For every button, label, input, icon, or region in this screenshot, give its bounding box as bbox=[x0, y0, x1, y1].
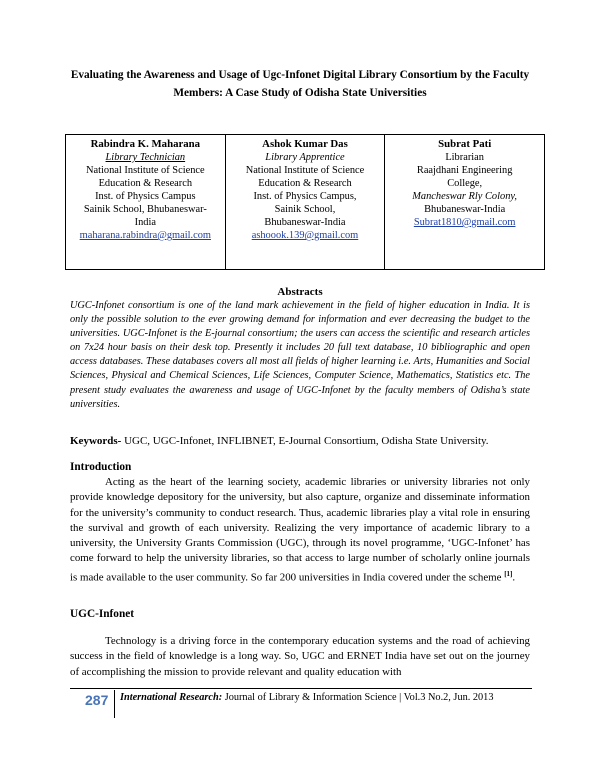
author-affiliation-line: Bhubaneswar-India bbox=[264, 217, 346, 228]
author-affiliation-line: Inst. of Physics Campus, bbox=[253, 191, 357, 202]
author-role: Library Technician bbox=[105, 152, 186, 163]
journal-details: Journal of Library & Information Science | Vol.3 No.2, Jun. 2013 bbox=[222, 692, 494, 703]
footer-divider bbox=[114, 690, 115, 718]
author-cell bbox=[385, 135, 545, 270]
author-affiliation-line: Sainik School, Bhubaneswar- bbox=[83, 204, 207, 215]
keywords-text: UGC, UGC-Infonet, INFLIBNET, E-Journal Consortium, Odisha State University. bbox=[121, 435, 489, 447]
author-name: Subrat Pati bbox=[438, 138, 492, 150]
author-email-link[interactable]: maharana.rabindra@gmail.com bbox=[79, 230, 211, 241]
ugc-infonet-paragraph: Technology is a driving force in the contemporary education systems and the road of achieving success in the field of knowledge is a long way. So, UGC and ERNET India have set out on the journey of accomplishing the mission to provide relevant and quality education with bbox=[70, 635, 530, 678]
paper-title: Evaluating the Awareness and Usage of Ugc-Infonet Digital Library Consortium by the Faculty Members: A Case Study of Odisha State Universities bbox=[70, 69, 530, 99]
author-affiliation-line: Education & Research bbox=[258, 178, 352, 189]
author-affiliation-line: Raajdhani Engineering bbox=[416, 165, 513, 176]
author-affiliation-line: Education & Research bbox=[98, 178, 193, 189]
abstract-text: UGC-Infonet consortium is one of the land mark achievement in the field of higher education in India. It is only the possible solution to the ever growing demand for information and ever decreasing the budget to the universities. UGC-Infonet is the E-journal consortium; the users can access the scientific and research articles on 7x24 hour basis on their desk top. Presently it includes 20 full text database, 10 bibliographic and open access databases. These databases covers all most all fields of higher learning i.e. Arts, Humanities and Social Sciences, Physical and Chemical Sciences, Life Sciences, Computer Science, Mathematics, Statistics etc. The present study evaluates the awareness and usage of UGC-Infonet by the faculty members of Odisha’s state universities. bbox=[70, 300, 530, 410]
author-email-link[interactable]: Subrat1810@gmail.com bbox=[413, 217, 516, 228]
author-name: Ashok Kumar Das bbox=[262, 138, 348, 150]
author-affiliation-line: Sainik School, bbox=[274, 204, 336, 215]
footer-citation bbox=[120, 692, 493, 703]
page-number: 287 bbox=[85, 692, 109, 708]
author-affiliation-line: National Institute of Science bbox=[245, 165, 365, 176]
author-affiliation-line: India bbox=[134, 217, 156, 228]
author-cell bbox=[225, 135, 385, 270]
citation-marker: [1] bbox=[504, 569, 513, 578]
footer-rule bbox=[70, 688, 532, 689]
keywords-label: Keywords- bbox=[70, 435, 122, 447]
author-role: Librarian bbox=[445, 152, 484, 163]
author-role: Library Apprentice bbox=[265, 152, 345, 163]
author-affiliation-line: National Institute of Science bbox=[86, 165, 205, 176]
author-name: Rabindra K. Maharana bbox=[90, 138, 201, 150]
author-affiliation-line: Bhubaneswar-India bbox=[424, 204, 506, 215]
abstract-heading: Abstracts bbox=[277, 286, 323, 298]
author-affiliation-line: College, bbox=[447, 178, 483, 189]
section-heading-introduction: Introduction bbox=[70, 461, 132, 473]
introduction-text: Acting as the heart of the learning society, academic libraries or university libraries not only provide knowledge depository for the university, but also capture, organize and disseminate information for the university’s community to conduct research. Thus, academic libraries play a vital role in ensuring the survival and growth of each university. Realizing the very importance of academic library to a university, the University Grants Commission (UGC), through its novel programme, ‘UGC-Infonet’ has come forward to help the university libraries, so that access to large number of scholarly online journals is made available to the user community. So far 200 universities in India covered under the scheme bbox=[70, 476, 530, 584]
author-affiliation-line: Inst. of Physics Campus bbox=[95, 191, 196, 202]
author-email-link[interactable]: ashoook.139@gmail.com bbox=[251, 230, 359, 241]
author-cell bbox=[66, 135, 226, 270]
journal-name: International Research: bbox=[120, 692, 223, 703]
introduction-paragraph bbox=[70, 475, 530, 586]
keywords bbox=[70, 435, 540, 447]
author-affiliation-line: Mancheswar Rly Colony, bbox=[412, 191, 518, 202]
section-heading-ugc-infonet: UGC-Infonet bbox=[70, 608, 135, 620]
introduction-end: . bbox=[512, 571, 516, 584]
author-table bbox=[65, 134, 545, 270]
